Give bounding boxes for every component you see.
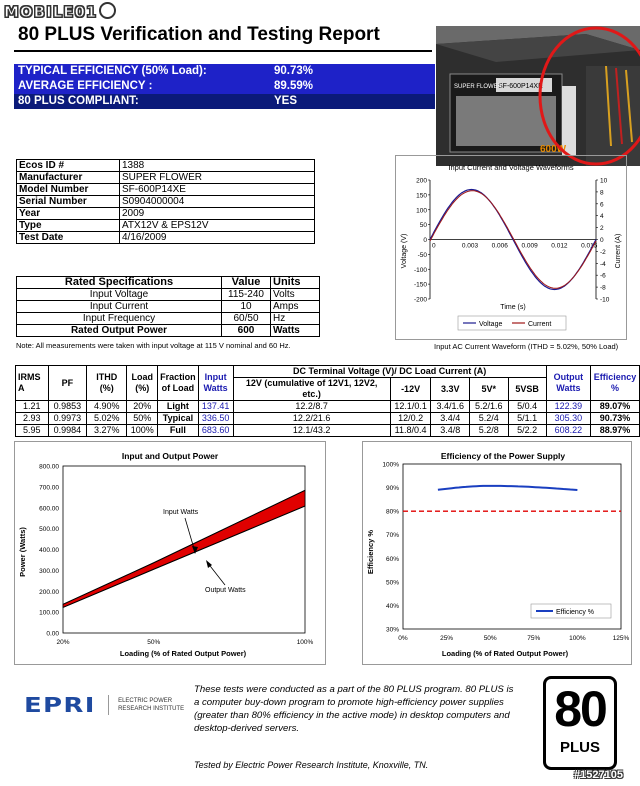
efficiency-ytick: 30% [385,626,399,634]
efficiency-xtick: 100% [569,635,586,642]
power-chart-ylabel: Power (Watts) [18,527,27,577]
waveform-xtick: 0.009 [521,242,538,250]
waveform-xtick: 0.003 [461,242,479,250]
efficiency-summary [14,64,435,108]
header-irms-label: IRMS [18,372,41,382]
summary-row-typical [14,64,435,79]
cell: 0.9984 [48,425,87,437]
cell: 20% [127,401,158,413]
spec-cell: Watts [271,325,320,337]
cell: Light [158,401,199,413]
epri-fullname [118,697,184,713]
cell: 5.2/4 [469,413,508,425]
waveform-ytick-right: 4 [600,213,604,221]
waveform-ytick-left: 50 [419,222,427,230]
spec-cell: 115-240 [222,289,271,301]
efficiency-ytick: 100% [382,461,399,469]
waveform-xtick: 0.015 [581,242,598,250]
cell: 336.50 [198,413,233,425]
header-output-label: Output [553,372,584,382]
spec-cell: 600 [222,325,271,337]
info-key: Manufacturer [17,172,120,184]
info-value: 1388 [120,160,315,172]
cell: 100% [127,425,158,437]
table-header-row [17,277,320,289]
summary-value: 89.59% [274,80,314,92]
cell: 5/2.2 [508,425,546,437]
header-load [127,366,158,401]
table-row [16,425,640,437]
epri-logo [24,693,184,717]
table-header-row [16,366,640,378]
waveform-xtick: 0.012 [551,242,568,250]
power-ytick: 100.00 [39,609,59,617]
cell: 89.07% [591,401,640,413]
waveform-ylabel-right: Current (A) [615,233,622,269]
efficiency-xtick: 25% [440,635,454,642]
header-efficiency [591,366,640,401]
spec-header: Units [271,277,320,289]
efficiency-chart [362,441,632,665]
cell: 137.41 [198,401,233,413]
table-row [17,220,315,232]
psu-info-table [16,159,315,244]
power-xtick: 20% [56,639,70,646]
waveform-title: Input Current and Voltage Waveforms [448,163,574,172]
power-ytick: 200.00 [39,588,59,596]
spec-cell: Hz [271,313,320,325]
efficiency-chart-ylabel: Efficiency % [366,529,375,575]
efficiency-ytick: 70% [385,532,399,540]
spec-cell: Input Voltage [17,289,222,301]
table-row [16,401,640,413]
header-pf: PF [48,366,87,401]
waveform-chart [395,155,627,340]
spec-header: Value [222,277,271,289]
table-row [17,289,320,301]
image-id-tag: #1527105 [574,769,623,781]
header-irms-unit: A [18,383,25,393]
cell: 1.21 [16,401,49,413]
cell: 12.1/0.1 [390,401,431,413]
efficiency-ytick: 80% [385,508,399,516]
cell: 11.8/0.4 [390,425,431,437]
cell: 2.93 [16,413,49,425]
header-output [546,366,590,401]
waveform-xtick: 0 [432,242,436,250]
cell: 90.73% [591,413,640,425]
cell: Typical [158,413,199,425]
summary-label: 80 PLUS COMPLIANT: [18,95,139,107]
efficiency-chart-title: Efficiency of the Power Supply [440,451,566,461]
waveform-ylabel-left: Voltage (V) [401,233,408,269]
efficiency-ytick: 60% [385,555,399,563]
spec-cell: 10 [222,301,271,313]
header-ithd: ITHD (%) [87,366,127,401]
efficiency-ytick: 90% [385,485,399,493]
header-m12v: -12V [390,378,431,401]
info-value: SF-600P14XE [120,184,315,196]
summary-value: 90.73% [274,65,314,77]
80plus-badge [543,676,617,770]
rated-specifications-table [16,276,320,337]
waveform-ytick-right: 0 [600,237,604,244]
load-test-table [15,365,640,437]
table-row [17,325,320,337]
info-key: Serial Number [17,196,120,208]
efficiency-legend-label: Efficiency % [556,609,594,616]
efficiency-xtick: 50% [483,635,497,642]
cell: 5.02% [87,413,127,425]
waveform-ytick-left: -50 [417,251,427,259]
info-value: 4/16/2009 [120,232,315,244]
spec-header: Rated Specifications [17,277,222,289]
table-row [17,196,315,208]
spec-cell: 60/50 [222,313,271,325]
waveform-ytick-left: 150 [416,192,427,200]
efficiency-xtick: 75% [527,635,541,642]
power-chart-xlabel: Loading (% of Rated Output Power) [119,649,247,658]
table-row [16,413,640,425]
summary-row-compliant [14,94,435,109]
legend-current: Current [528,321,552,328]
waveform-ytick-right: 6 [600,201,604,209]
efficiency-ytick: 40% [385,602,399,610]
efficiency-xtick: 0% [398,635,408,642]
cell: 5/0.4 [508,401,546,413]
title-rule [14,50,432,52]
watermark-eye-icon [99,2,116,19]
badge-number: 80 [554,681,606,737]
header-input-label: Input [204,372,227,382]
header-5vsb: 5VSB [508,378,546,401]
cell: 0.9853 [48,401,87,413]
waveform-ytick-left: -100 [413,266,427,274]
cell: Full [158,425,199,437]
info-key: Test Date [17,232,120,244]
annotation-output-watts: Output Watts [205,587,246,594]
power-ytick: 300.00 [39,567,59,575]
table-row [17,160,315,172]
cell: 3.4/8 [431,425,470,437]
photo-wattage: 600W [540,144,567,155]
header-fraction [158,366,199,401]
power-ytick: 400.00 [39,547,59,554]
cell: 683.60 [198,425,233,437]
header-input [198,366,233,401]
spec-cell: Amps [271,301,320,313]
header-3v3: 3.3V [431,378,470,401]
cell: 305.30 [546,413,590,425]
spec-cell: Input Frequency [17,313,222,325]
table-row [17,184,315,196]
summary-row-average [14,79,435,94]
header-load-label: Load [131,372,154,382]
summary-label: AVERAGE EFFICIENCY : [18,80,153,92]
header-efficiency-label: Efficiency [593,372,637,382]
summary-label: TYPICAL EFFICIENCY (50% Load): [18,65,207,77]
cell: 5.2/1.6 [469,401,508,413]
cell: 88.97% [591,425,640,437]
table-row [17,301,320,313]
epri-line1: ELECTRIC POWER [118,698,173,704]
header-dc: DC Terminal Voltage (V)/ DC Load Current (A) [233,366,546,378]
header-5v: 5V* [469,378,508,401]
program-description: These tests were conducted as a part of the 80 PLUS program. 80 PLUS is a computer buy-down program to promote high-efficiency power supplies (greater than 80% efficiency in the active mode) in desktop computers and desktop-derived servers. [194,684,514,734]
watermark: MOBILE01 [4,2,116,21]
info-value: S0904000004 [120,196,315,208]
waveform-ytick-left: 100 [416,207,427,215]
legend-voltage: Voltage [479,321,503,328]
waveform-ytick-left: -200 [413,296,427,304]
waveform-ytick-left: -150 [413,281,427,289]
summary-value: YES [274,95,298,107]
table-row [17,208,315,220]
header-irms [16,366,49,401]
waveform-ytick-right: -6 [600,272,606,280]
cell: 12.2/21.6 [233,413,390,425]
cell: 5.95 [16,425,49,437]
epri-divider [108,695,109,715]
power-chart-title: Input and Output Power [121,451,219,461]
cell: 608.22 [546,425,590,437]
cell: 50% [127,413,158,425]
info-key: Type [17,220,120,232]
cell: 4.90% [87,401,127,413]
header-load-unit: (%) [135,383,150,393]
waveform-ytick-right: -10 [600,296,610,304]
info-key: Ecos ID # [17,160,120,172]
cell: 12.2/8.7 [233,401,390,413]
info-value: SUPER FLOWER [120,172,315,184]
tested-by: Tested by Electric Power Research Institute, Knoxville, TN. [194,760,429,770]
waveform-ytick-right: -8 [600,284,606,292]
waveform-xtick: 0.006 [491,242,508,250]
table-row [17,232,315,244]
header-fraction-label: Fraction [160,372,196,382]
report-title: 80 PLUS Verification and Testing Report [18,24,380,45]
power-ytick: 800.00 [39,463,59,471]
measurement-note: Note: All measurements were taken with input voltage at 115 V nominal and 60 Hz. [16,341,291,350]
efficiency-chart-xlabel: Loading (% of Rated Output Power) [441,649,569,658]
waveform-ytick-right: 10 [600,177,608,185]
cell: 0.9973 [48,413,87,425]
info-value: 2009 [120,208,315,220]
photo-model-label: SF-600P14XE [498,83,543,90]
header-12v: 12V (cumulative of 12V1, 12V2, etc.) [233,378,390,401]
waveform-ytick-left: 0 [423,237,427,244]
table-row [17,172,315,184]
waveform-ytick-left: 200 [416,177,427,185]
header-fraction-label2: of Load [161,383,195,393]
badge-plus: PLUS [559,739,600,756]
power-xtick: 100% [296,639,314,646]
power-ytick: 600.00 [39,505,59,513]
cell: 3.4/4 [431,413,470,425]
epri-line2: RESEARCH INSTITUTE [118,706,185,712]
spec-cell: Input Current [17,301,222,313]
cell: 3.4/1.6 [431,401,470,413]
cell: 3.27% [87,425,127,437]
cell: 12.1/43.2 [233,425,390,437]
efficiency-ytick: 50% [385,579,399,587]
waveform-ytick-right: -4 [600,260,606,268]
waveform-caption: Input AC Current Waveform (ITHD = 5.02%, 50% Load) [434,342,619,351]
annotation-input-watts: Input Watts [163,509,199,516]
cell: 5.2/8 [469,425,508,437]
cell: 5/1.1 [508,413,546,425]
waveform-ytick-right: 2 [600,225,604,233]
spec-cell: Rated Output Power [17,325,222,337]
header-efficiency-unit: % [611,383,620,393]
waveform-xlabel: Time (s) [500,304,526,311]
power-chart [14,441,326,665]
spec-cell: Volts [271,289,320,301]
info-key: Model Number [17,184,120,196]
power-ytick: 700.00 [39,484,59,492]
info-key: Year [17,208,120,220]
product-photo [436,26,640,166]
cell: 12/0.2 [390,413,431,425]
info-value: ATX12V & EPS12V [120,220,315,232]
waveform-ytick-right: 8 [600,189,604,197]
epri-wordmark: EPRI [24,693,96,717]
power-ytick: 500.00 [39,526,59,534]
efficiency-xtick: 125% [612,635,630,642]
table-row [17,313,320,325]
power-xtick: 50% [147,639,161,646]
power-ytick: 0.00 [46,630,59,638]
cell: 122.39 [546,401,590,413]
photo-brand: SUPER FLOWER [454,84,503,90]
waveform-ytick-right: -2 [600,248,606,256]
header-input-unit: Watts [203,383,228,393]
header-output-unit: Watts [556,383,581,393]
